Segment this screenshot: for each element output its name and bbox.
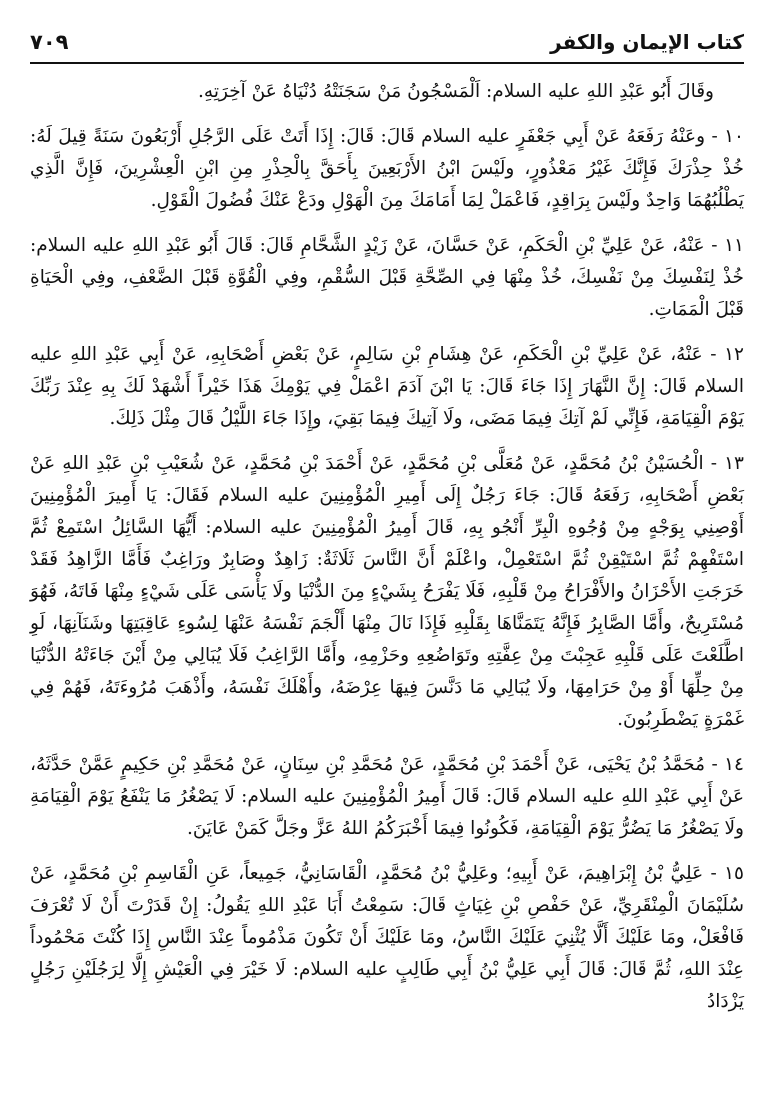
hadith-13: ١٣ - الْحُسَيْنُ بْنُ مُحَمَّدٍ، عَنْ مُعَلَّى بْنِ مُحَمَّدٍ، عَنْ أَحْمَدَ بْنِ مُحَمَّدٍ، عَنْ شُعَيْبِ بْنِ عَبْدِ اللهِ عَنْ بَعْضِ أَصْحَابِهِ، رَفَعَهُ قَالَ: جَاءَ رَجُلٌ إِلَى أَمِيرِ الْمُؤْمِنِينَ عليه السلام فَقَالَ: يَا أَمِيرَ الْمُؤْمِنِينَ أَوْصِنِي بِوَجْهٍ مِنْ وُجُوهِ الْبِرِّ أَنْجُو بِهِ، قَالَ أَمِيرُ الْمُؤْمِنِينَ عليه السلام: أَيُّهَا السَّائِلُ اسْتَمِعْ ثُمَّ اسْتَفْهِمْ ثُمَّ اسْتَيْقِنْ ثُمَّ اسْتَعْمِلْ، واعْلَمْ أَنَّ النَّاسَ ثَلَاثَةٌ: زَاهِدٌ وصَابِرٌ ورَاغِبٌ فَأَمَّا الزَّاهِدُ فَقَدْ خَرَجَتِ الأَحْزَانُ والأَفْرَاحُ مِنْ قَلْبِهِ، فَلَا يَفْرَحُ بِشَيْءٍ مِنَ الدُّنْيَا ولَا يَأْسَى عَلَى شَيْءٍ مِنْهَا فَاتَهُ، فَهُوَ مُسْتَرِيحٌ، وأَمَّا الصَّابِرُ فَإِنَّهُ يَتَمَنَّاهَا بِقَلْبِهِ فَإِذَا نَالَ مِنْهَا أَلْجَمَ نَفْسَهُ عَنْهَا لِسُوءِ عَاقِبَتِهَا وشَنَآنِهَا، لَوِ اطَّلَعْتَ عَلَى قَلْبِهِ عَجِبْتَ مِنْ عِفَّتِهِ وتَوَاضُعِهِ وحَزْمِهِ، وأَمَّا الرَّاغِبُ فَلَا يُبَالِي مِنْ أَيْنَ جَاءَتْهُ الدُّنْيَا مِنْ حِلِّهَا أَوْ مِنْ حَرَامِهَا، ولَا يُبَالِي مَا دَنَّسَ فِيهَا عِرْضَهُ، وأَهْلَكَ نَفْسَهُ، وأَذْهَبَ مُرُوءَتَهُ، فَهُمْ فِي غَمْرَةٍ يَضْطَرِبُونَ. (30, 453, 744, 730)
hadith-15: ١٥ - عَلِيُّ بْنُ إِبْرَاهِيمَ، عَنْ أَبِيهِ؛ وعَلِيُّ بْنُ مُحَمَّدٍ، الْقَاسَانِيُّ، جَمِيعاً، عَنِ الْقَاسِمِ بْنِ مُحَمَّدٍ، عَنْ سُلَيْمَانَ الْمِنْقَرِيِّ، عَنْ حَفْصِ بْنِ غِيَاثٍ قَالَ: سَمِعْتُ أَبَا عَبْدِ اللهِ يَقُولُ: إِنْ قَدَرْتَ أَنْ لَا تُعْرَفَ فَافْعَلْ، ومَا عَلَيْكَ أَلَّا يُثْنِيَ عَلَيْكَ النَّاسُ، ومَا عَلَيْكَ أَنْ تَكُونَ مَذْمُوماً عِنْدَ النَّاسِ إِذَا كُنْتَ مَحْمُوداً عِنْدَ اللهِ، ثُمَّ قَالَ: قَالَ أَبِي عَلِيُّ بْنُ أَبِي طَالِبٍ عليه السلام: لَا خَيْرَ فِي الْعَيْشِ إِلَّا لِرَجُلَيْنِ رَجُلٍ يَزْدَادُ (30, 863, 744, 1012)
hadith-10: ١٠ - وعَنْهُ رَفَعَهُ عَنْ أَبِي جَعْفَرٍ عليه السلام قَالَ: قَالَ: إِذَا أَتَتْ عَلَى الرَّجُلِ أَرْبَعُونَ سَنَةً قِيلَ لَهُ: خُذْ حِذْرَكَ فَإِنَّكَ غَيْرُ مَعْذُورٍ، ولَيْسَ ابْنُ الأَرْبَعِينَ بِأَحَقَّ بِالْحِذْرِ مِنِ ابْنِ الْعِشْرِينَ، فَإِنَّ الَّذِي يَطْلُبُهُمَا وَاحِدٌ ولَيْسَ بِرَاقِدٍ، فَاعْمَلْ لِمَا أَمَامَكَ مِنَ الْهَوْلِ ودَعْ عَنْكَ فُضُولَ الْقَوْلِ. (30, 126, 744, 211)
paragraph-opening: وقَالَ أَبُو عَبْدِ اللهِ عليه السلام: اَلْمَسْجُونُ مَنْ سَجَنَتْهُ دُنْيَاهُ عَنْ آخِرَتِهِ. (198, 81, 714, 102)
main-text (30, 76, 744, 1031)
page-header (30, 22, 744, 64)
hadith-11: ١١ - عَنْهُ، عَنْ عَلِيِّ بْنِ الْحَكَمِ، عَنْ حَسَّانَ، عَنْ زَيْدٍ الشَّحَّامِ قَالَ: قَالَ أَبُو عَبْدِ اللهِ عليه السلام: خُذْ لِنَفْسِكَ مِنْ نَفْسِكَ، خُذْ مِنْهَا فِي الصِّحَّةِ قَبْلَ السُّقْمِ، وفِي الْقُوَّةِ قَبْلَ الضَّعْفِ، وفِي الْحَيَاةِ قَبْلَ الْمَمَاتِ. (30, 235, 744, 320)
hadith-14: ١٤ - مُحَمَّدُ بْنُ يَحْيَى، عَنْ أَحْمَدَ بْنِ مُحَمَّدٍ، عَنْ مُحَمَّدِ بْنِ سِنَانٍ، عَنْ مُحَمَّدِ بْنِ حَكِيمٍ عَمَّنْ حَدَّثَهُ، عَنْ أَبِي عَبْدِ اللهِ عليه السلام قَالَ: قَالَ أَمِيرُ الْمُؤْمِنِينَ عليه السلام: لَا يَصْغُرُ مَا يَنْفَعُ يَوْمَ الْقِيَامَةِ ولَا يَصْغُرُ مَا يَضُرُّ يَوْمَ الْقِيَامَةِ، فَكُونُوا فِيمَا أَخْبَرَكُمُ اللهُ عَزَّ وجَلَّ كَمَنْ عَايَنَ. (30, 754, 744, 839)
hadith-12: ١٢ - عَنْهُ، عَنْ عَلِيِّ بْنِ الْحَكَمِ، عَنْ هِشَامِ بْنِ سَالِمٍ، عَنْ بَعْضِ أَصْحَابِهِ، عَنْ أَبِي عَبْدِ اللهِ عليه السلام قَالَ: إِنَّ النَّهَارَ إِذَا جَاءَ قَالَ: يَا ابْنَ آدَمَ اعْمَلْ فِي يَوْمِكَ هَذَا خَيْراً أَشْهَدْ لَكَ بِهِ عِنْدَ رَبِّكَ يَوْمَ الْقِيَامَةِ، فَإِنِّي لَمْ آتِكَ فِيمَا مَضَى، ولَا آتِيكَ فِيمَا بَقِيَ، وإِذَا جَاءَ اللَّيْلُ قَالَ مِثْلَ ذَلِكَ. (30, 344, 744, 429)
running-title: كتاب الإيمان والكفر (550, 30, 744, 54)
page-number: ٧٠٩ (30, 30, 69, 54)
